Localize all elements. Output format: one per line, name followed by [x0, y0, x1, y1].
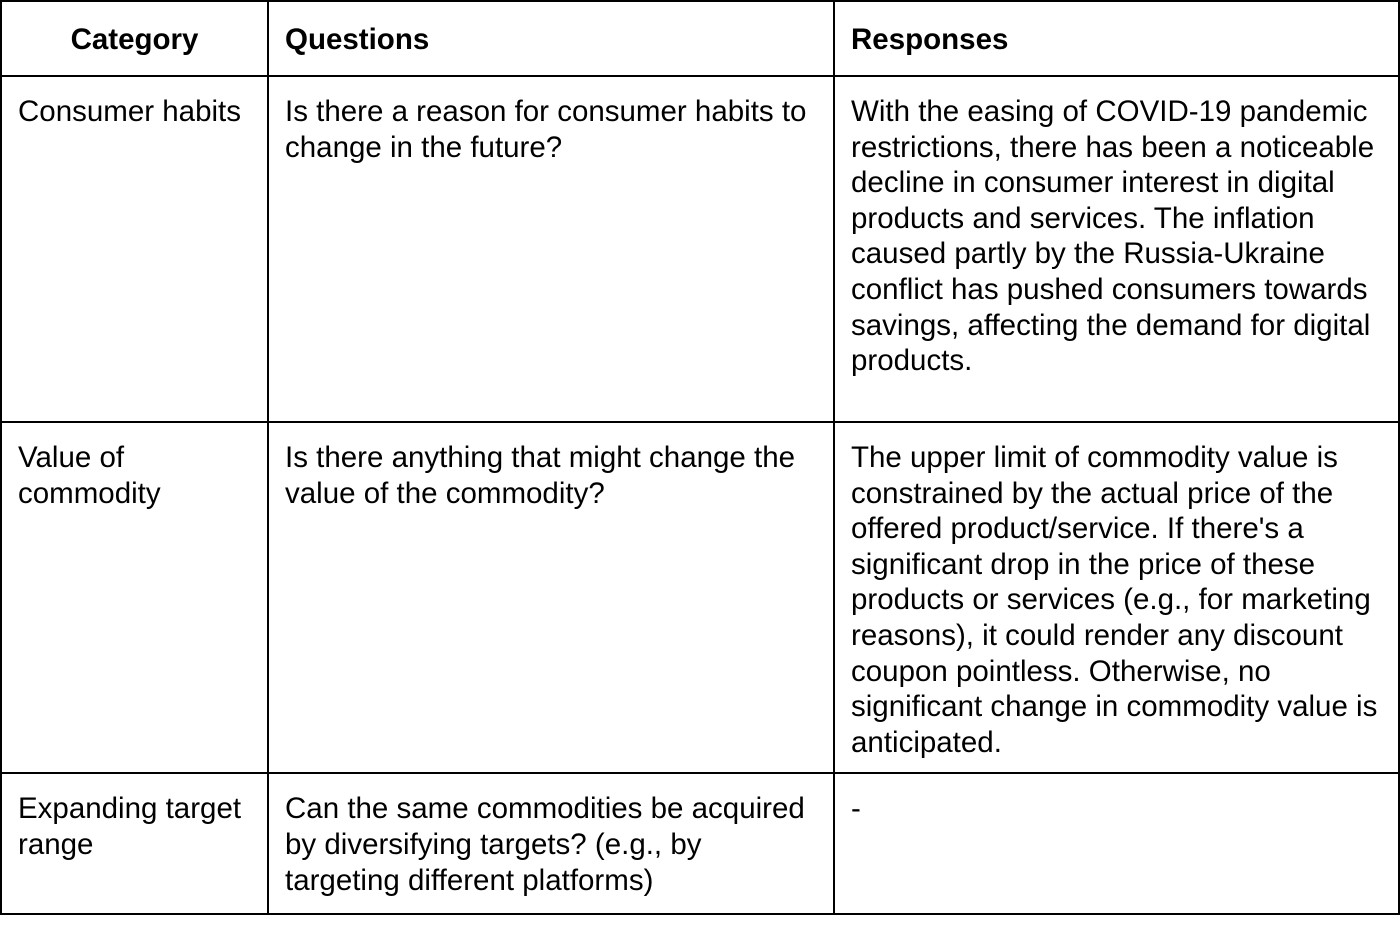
- category-cell: Expanding target range: [1, 773, 268, 914]
- column-header-category: Category: [1, 1, 268, 76]
- question-cell: Can the same commodities be acquired by diversifying targets? (e.g., by targeting different platforms): [268, 773, 834, 914]
- category-cell: Consumer habits: [1, 76, 268, 422]
- question-cell: Is there anything that might change the value of the commodity?: [268, 422, 834, 773]
- table-header-row: [1, 1, 1399, 76]
- table-row: [1, 422, 1399, 773]
- category-cell: Value of commodity: [1, 422, 268, 773]
- column-header-questions: Questions: [268, 1, 834, 76]
- table-row: [1, 76, 1399, 422]
- response-cell: -: [834, 773, 1399, 914]
- table-row: [1, 773, 1399, 914]
- response-cell: The upper limit of commodity value is constrained by the actual price of the offered product/service. If there's a significant drop in the price of these products or services (e.g., for marketing reasons), it could render any discount coupon pointless. Otherwise, no significant change in commodity value is anticipated.: [834, 422, 1399, 773]
- response-cell: With the easing of COVID-19 pandemic restrictions, there has been a noticeable decline in consumer interest in digital products and services. The inflation caused partly by the Russia-Ukraine conflict has pushed consumers towards savings, affecting the demand for digital products.: [834, 76, 1399, 422]
- column-header-responses: Responses: [834, 1, 1399, 76]
- question-cell: Is there a reason for consumer habits to change in the future?: [268, 76, 834, 422]
